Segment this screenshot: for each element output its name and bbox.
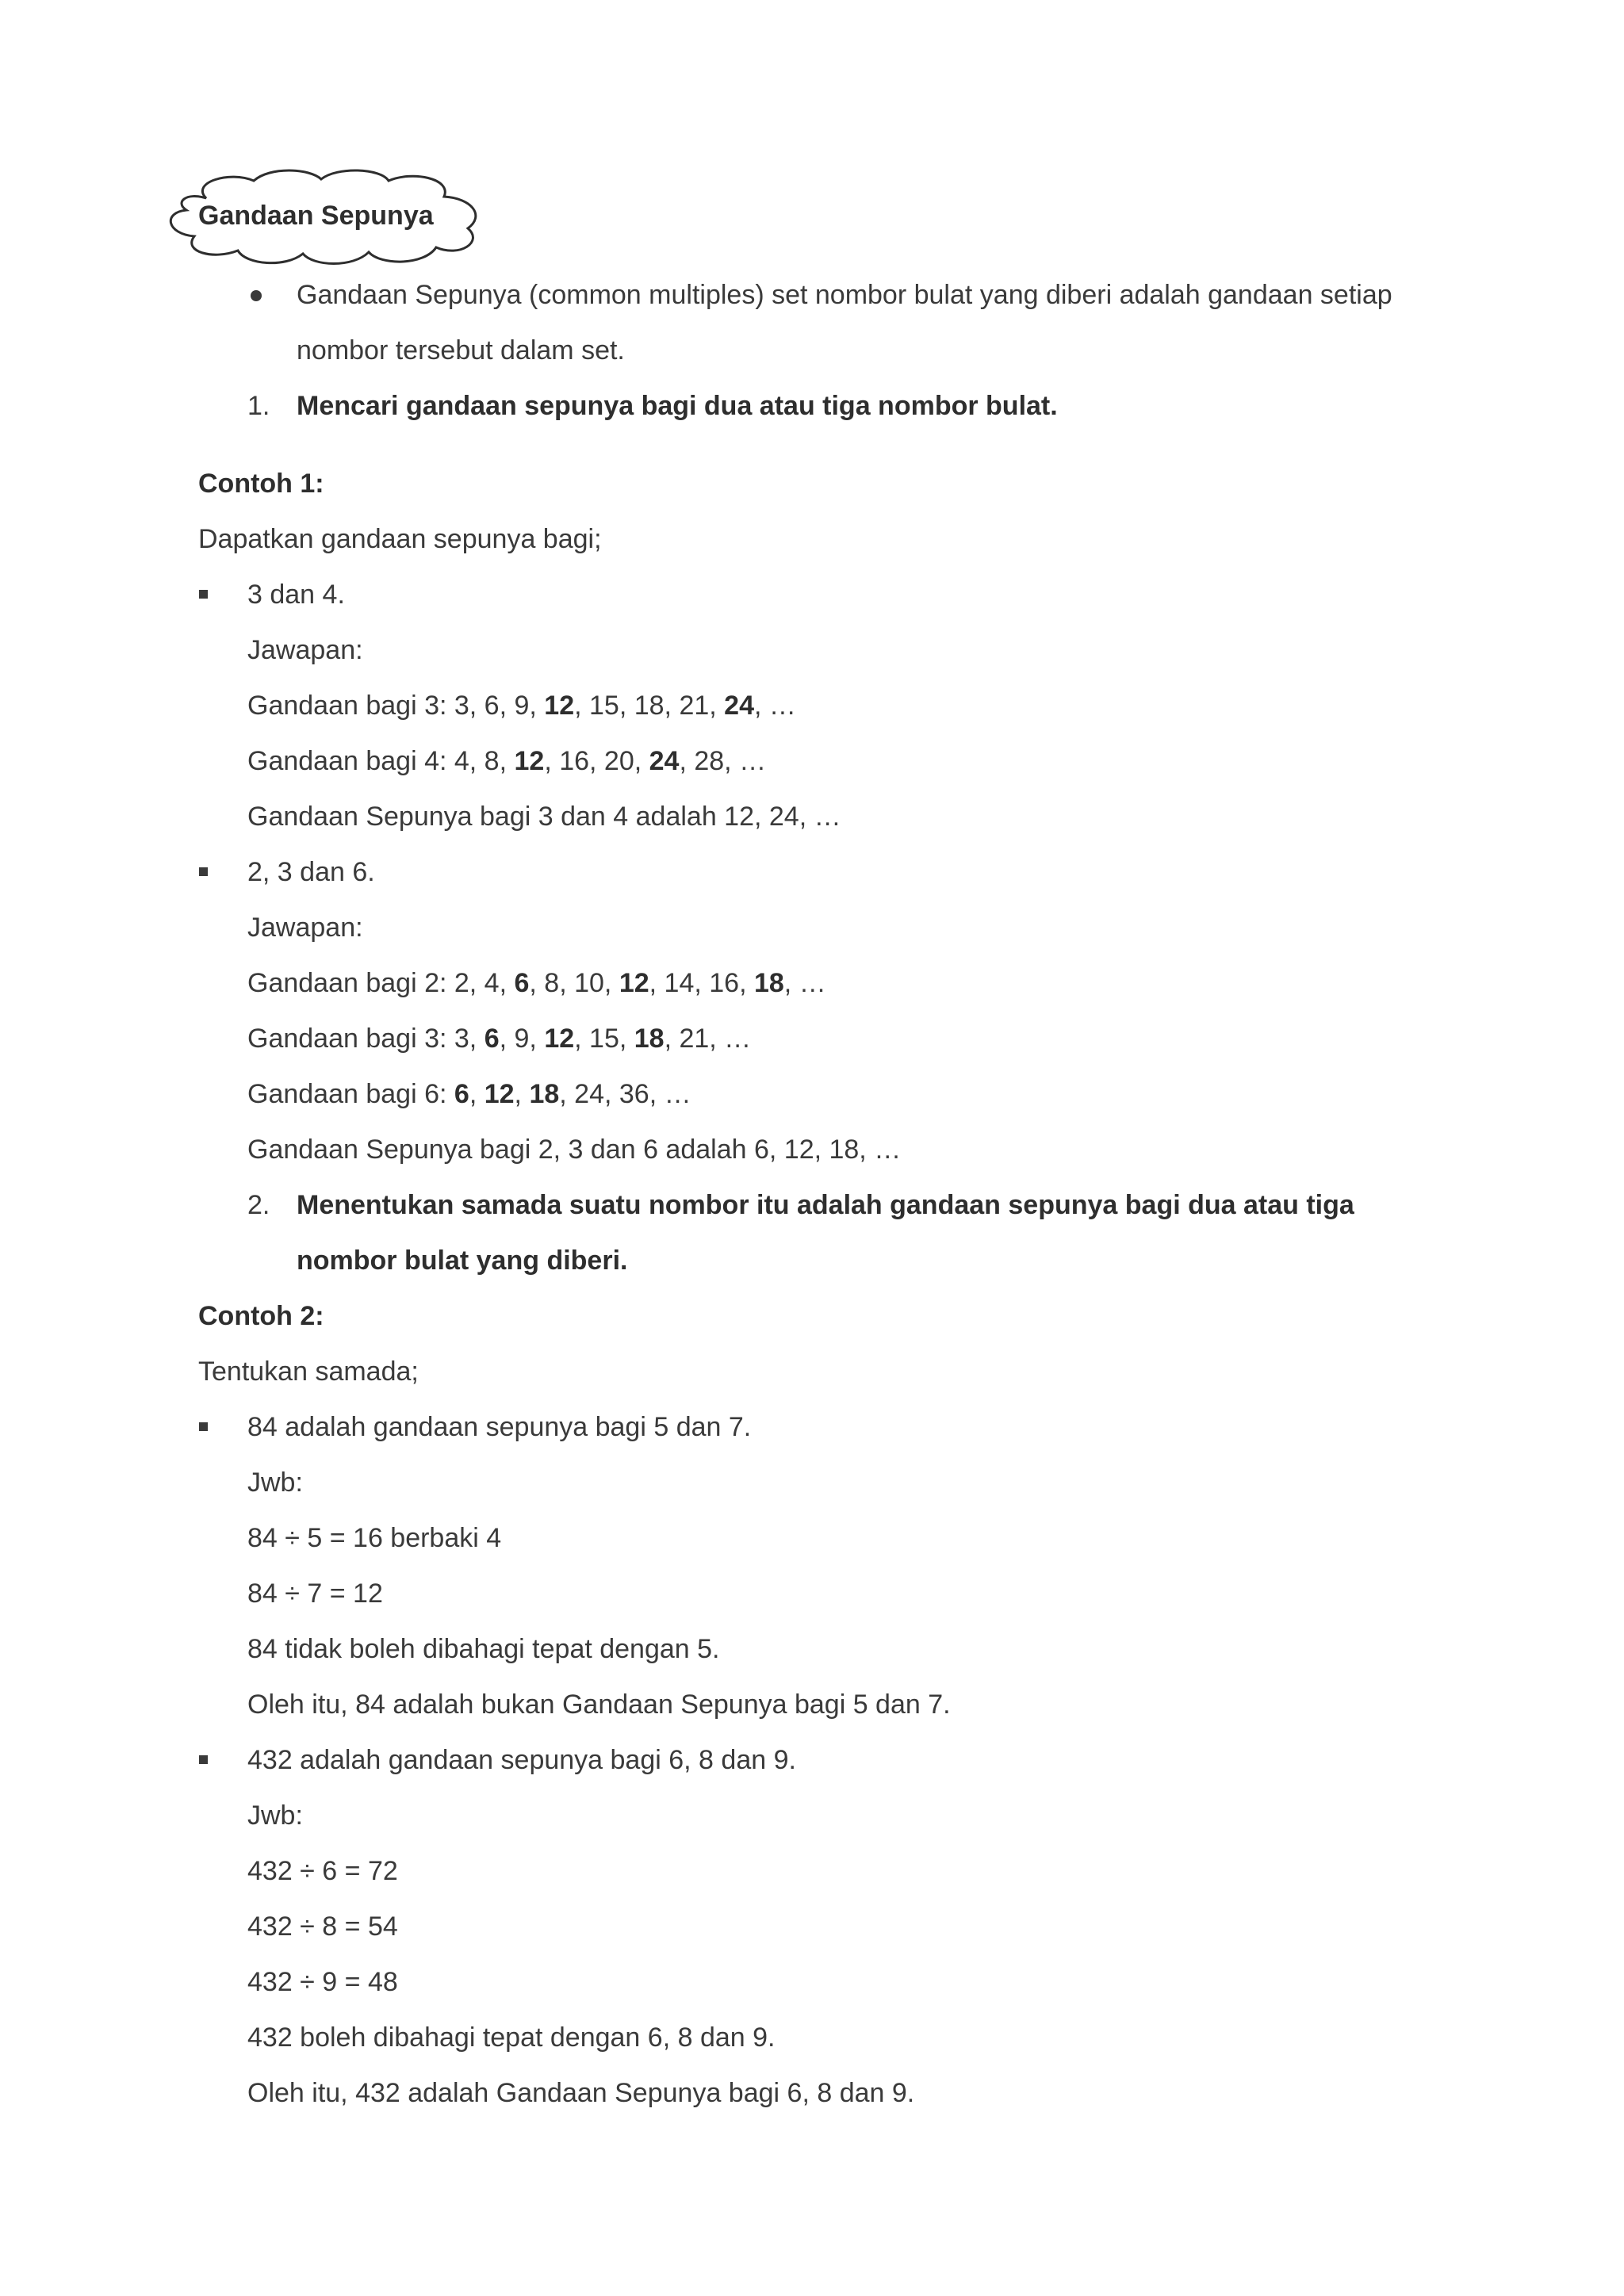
contoh-2-label: Contoh 2:: [198, 1301, 324, 1331]
item-2-heading-line-1: Menentukan samada suatu nombor itu adalah gandaan sepunya bagi dua atau tiga: [297, 1190, 1354, 1220]
item-2-heading-line-2: nombor bulat yang diberi.: [297, 1246, 628, 1276]
ex1a-multiples-of-3: Gandaan bagi 3: 3, 6, 9, 12, 15, 18, 21, 24, …: [247, 691, 796, 721]
ex2a-line-1: 84 ÷ 5 = 16 berbaki 4: [247, 1523, 502, 1553]
ex1b-answer-label: Jawapan:: [247, 913, 363, 943]
ex2b-line-3: 432 ÷ 9 = 48: [247, 1967, 398, 1997]
ex2a-line-4: Oleh itu, 84 adalah bukan Gandaan Sepunya bagi 5 dan 7.: [247, 1689, 951, 1720]
ex1b-result: Gandaan Sepunya bagi 2, 3 dan 6 adalah 6, 12, 18, …: [247, 1135, 902, 1165]
item-1-heading: Mencari gandaan sepunya bagi dua atau tiga nombor bulat.: [297, 391, 1058, 421]
square-bullet-icon: [199, 1755, 208, 1764]
ex2a-line-3: 84 tidak boleh dibahagi tepat dengan 5.: [247, 1634, 720, 1664]
ex2b-line-2: 432 ÷ 8 = 54: [247, 1911, 398, 1942]
ex2a-title: 84 adalah gandaan sepunya bagi 5 dan 7.: [247, 1412, 752, 1442]
square-bullet-icon: [199, 590, 208, 599]
square-bullet-icon: [199, 867, 208, 876]
contoh-1-label: Contoh 1:: [198, 469, 324, 499]
ex2b-title: 432 adalah gandaan sepunya bagi 6, 8 dan 9.: [247, 1745, 796, 1775]
square-bullet-icon: [199, 1422, 208, 1431]
ex2a-answer-label: Jwb:: [247, 1468, 303, 1498]
ex1b-title: 2, 3 dan 6.: [247, 857, 375, 887]
ex1b-multiples-of-6: Gandaan bagi 6: 6, 12, 18, 24, 36, …: [247, 1079, 691, 1109]
ex2b-line-1: 432 ÷ 6 = 72: [247, 1856, 398, 1886]
round-bullet-icon: [251, 290, 262, 301]
contoh-2-prompt: Tentukan samada;: [198, 1357, 419, 1387]
ex2b-line-5: Oleh itu, 432 adalah Gandaan Sepunya bagi 6, 8 dan 9.: [247, 2078, 915, 2108]
contoh-1-prompt: Dapatkan gandaan sepunya bagi;: [198, 524, 602, 554]
ex1a-title: 3 dan 4.: [247, 580, 345, 610]
ex1a-result: Gandaan Sepunya bagi 3 dan 4 adalah 12, 24, …: [247, 802, 841, 832]
ex1b-multiples-of-2: Gandaan bagi 2: 2, 4, 6, 8, 10, 12, 14, 16, 18, …: [247, 968, 826, 998]
page-heading: Gandaan Sepunya: [198, 201, 434, 231]
ex1a-multiples-of-4: Gandaan bagi 4: 4, 8, 12, 16, 20, 24, 28, …: [247, 746, 767, 776]
intro-line-2: nombor tersebut dalam set.: [297, 335, 625, 365]
ex2b-line-4: 432 boleh dibahagi tepat dengan 6, 8 dan 9.: [247, 2022, 776, 2053]
ex2b-answer-label: Jwb:: [247, 1800, 303, 1831]
item-1-number: 1.: [247, 391, 270, 421]
ex1b-multiples-of-3: Gandaan bagi 3: 3, 6, 9, 12, 15, 18, 21, …: [247, 1024, 752, 1054]
intro-line-1: Gandaan Sepunya (common multiples) set nombor bulat yang diberi adalah gandaan setiap: [297, 280, 1392, 310]
ex1a-answer-label: Jawapan:: [247, 635, 363, 665]
item-2-number: 2.: [247, 1190, 270, 1220]
ex2a-line-2: 84 ÷ 7 = 12: [247, 1578, 383, 1609]
